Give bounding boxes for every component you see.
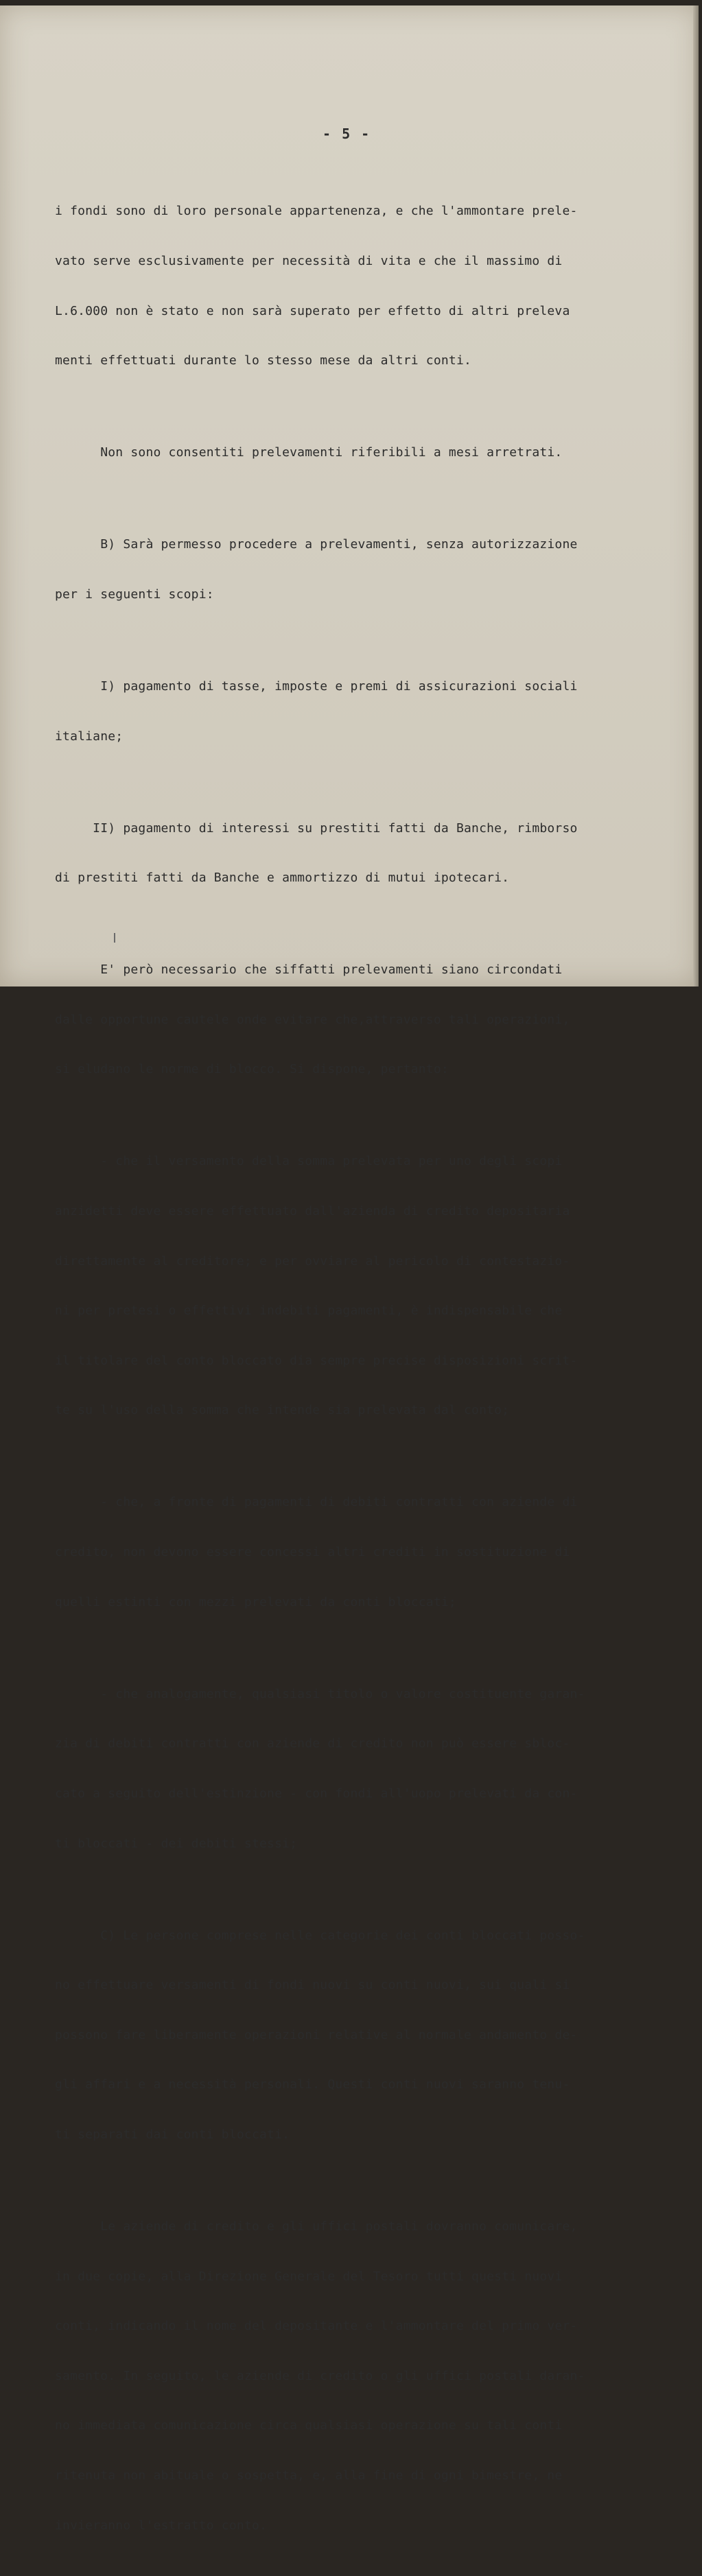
text-line: no effettuare versamenti di fondi nuovi su conti nuovi, sui quali si <box>55 1978 570 1993</box>
text-line: menti effettuati durante lo stesso mese da altri conti. <box>55 353 472 368</box>
document-page <box>0 5 699 2533</box>
text-line: Non sono consentiti prelevamenti riferibili a mesi arretrati. <box>55 445 563 460</box>
text-line: possono fare liberamente operazioni relative al normale andamento de- <box>55 2027 578 2042</box>
page-number: - 5 - <box>323 126 371 142</box>
text-line: conti, indicando il nome del depositante e l'ammontare del primo ver- <box>55 2319 578 2334</box>
text-line: direttamente al creditore; e per ovviare al pericolo di contestazio- <box>55 1253 570 1268</box>
text-line: si eludano le norme di blocco. Si dispone, pertanto: <box>55 1062 449 1077</box>
text-line: - che il versamento della somma prelevata per uno degli scopi <box>55 1154 563 1169</box>
text-line: italiane; <box>55 729 124 744</box>
text-line: credito, non devono essere concessi altri crediti in sostituzione di <box>55 1545 570 1560</box>
text-line: C) Le persone comprese nelle categorie dei conti bloccati posso- <box>55 1928 585 1943</box>
text-line: Le aziende di credito e gli uffici postali dovranno comunicare, <box>55 2219 578 2234</box>
text-line: zia di debiti contratti con aziende di credito non può essere sbloc- <box>55 1736 570 1751</box>
ink-mark <box>114 933 115 943</box>
paragraph-3 <box>55 504 672 637</box>
text-line: anzidetti deve essere effettuato dall'azienda di credito depositaria <box>55 1203 570 1218</box>
text-line: - che, a fronte di pagamenti di debiti contratti con aziende di <box>55 1495 578 1510</box>
text-line: per i seguenti scopi: <box>55 587 214 602</box>
text-line: E' però necessario che siffatti prelevamenti siano circondati <box>55 962 563 978</box>
paragraph-2 <box>55 412 672 495</box>
text-line: invieranno l'estratto conto. <box>55 2518 268 2533</box>
paragraph-7 <box>55 1120 672 1452</box>
text-line: cato a seguito dell'estinzione - con fondi all'uopo prelevati da con- <box>55 1786 578 1801</box>
text-line: vato serve esclusivamente per necessità di vita e che il massimo di <box>55 254 563 269</box>
text-line: ritenuta non abituale o sospetta, e, alla fine di ogni bimestre, ne <box>55 2468 563 2483</box>
text-line: ni per pretesi o effettivi indebiti pagamenti, è indispensabile che <box>55 1303 563 1319</box>
paragraph-4 <box>55 645 672 778</box>
text-line: B) Sarà permesso procedere a prelevamenti, senza autorizzazione <box>55 537 578 552</box>
paragraph-5 <box>55 787 672 920</box>
text-line: te su l'uso della somma che intende sia prelevata dal conto; <box>55 1403 510 1418</box>
paragraph-6 <box>55 929 672 1111</box>
paragraph-1 <box>55 170 672 403</box>
text-line: i fondi sono di loro personale appartenenza, e che l'ammontare prele- <box>55 204 578 219</box>
paragraph-8 <box>55 1461 672 1644</box>
body-text <box>55 170 672 2576</box>
text-line: - che analogamente, qualsiasi titolo o valore costituente garan- <box>55 1686 585 1701</box>
text-line: dalle opportune cautele onde evitare che,attraverso tali operazioni, <box>55 1012 570 1027</box>
page-edge <box>693 5 699 986</box>
text-line: il titolare del conto bloccato dia sempre precise disposizioni scrit- <box>55 1353 578 1368</box>
text-line: di prestiti fatti da Banche e ammortizzo di mutui ipotecari. <box>55 871 510 886</box>
text-line: L.6.000 non è stato e non sarà superato per effetto di altri preleva <box>55 303 570 318</box>
paragraph-11 <box>55 2186 672 2568</box>
text-line: ti separati dai conti bloccati. <box>55 2127 290 2142</box>
text-line: II) pagamento di interessi su prestiti fatti da Banche, rimborso <box>55 820 578 836</box>
text-line: ti bloccati - dei debiti stessi; <box>55 1836 298 1851</box>
text-line: quelli estinti con mezzi prelevati da conti bloccati; <box>55 1594 456 1609</box>
text-line: no immediata comunicazione circa qualsiasi operazione su tali conti <box>55 2418 563 2433</box>
text-line: samento. In seguito, le aziende di credito o gli uffici postali daran- <box>55 2368 585 2383</box>
paragraph-9 <box>55 1653 672 1885</box>
paragraph-10 <box>55 1894 672 2176</box>
text-line: gli affari e a necessità personali. Questi conti nuovi saranno tenu- <box>55 2077 570 2092</box>
text-line: I) pagamento di tasse, imposte e premi di assicurazioni sociali <box>55 678 578 694</box>
text-line: in due copie, alla Direzione Generale del Tesoro tutti questi nuovi <box>55 2269 563 2284</box>
